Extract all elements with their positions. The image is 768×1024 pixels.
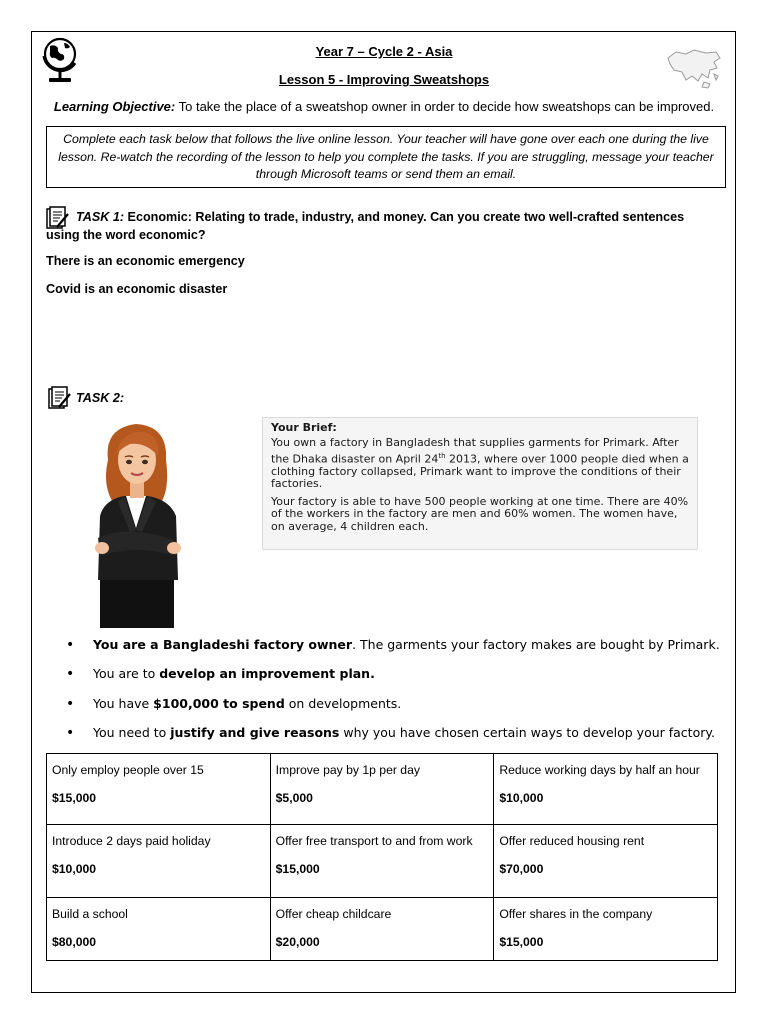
page-title: Year 7 – Cycle 2 - Asia [315, 44, 453, 59]
list-item [66, 724, 726, 753]
option-name: Reduce working days by half an hour [499, 763, 700, 777]
businesswoman-illustration [86, 420, 196, 628]
brief-paragraph-2: Your factory is able to have 500 people working at one time. There are 40% of the workers in the factory are men and 60% women. The women have, on average, 4 children each. [271, 494, 689, 533]
lesson-title: Lesson 5 - Improving Sweatshops [278, 72, 490, 87]
bullet-pre: You are to [93, 666, 160, 682]
bullet-pre: You have [93, 695, 154, 711]
table-cell [270, 898, 494, 961]
learning-objective [0, 99, 768, 114]
option-name: Offer shares in the company [499, 907, 653, 921]
objective-label: Learning Objective: [53, 99, 176, 114]
bullet-post: . The garments your factory makes are bought by Primark. [352, 637, 720, 652]
table-cell [270, 754, 494, 825]
brief-p1-b: 2013, where over 1000 people died when a clothing factory collapsed, Primark want to improve the conditions of their factories. [271, 452, 689, 491]
list-item [66, 665, 726, 694]
options-table [46, 753, 718, 961]
table-cell [270, 825, 494, 898]
table-cell [47, 825, 271, 898]
option-name: Build a school [52, 907, 128, 921]
task1-answer-1: There is an economic emergency [46, 254, 245, 268]
brief-paragraph-1 [271, 437, 689, 490]
table-cell [47, 754, 271, 825]
list-item [66, 695, 726, 724]
option-cost: $70,000 [499, 861, 544, 876]
table-row [47, 754, 718, 825]
option-name: Improve pay by 1p per day [275, 763, 420, 777]
table-cell [494, 754, 718, 825]
table-cell [494, 898, 718, 961]
bullet-post: on developments. [284, 695, 402, 711]
brief-p1-sup: th [438, 451, 446, 460]
option-cost: $20,000 [275, 934, 320, 949]
brief-title: Your Brief: [271, 421, 337, 434]
bullet-post: why you have chosen certain ways to develop your factory. [339, 724, 715, 740]
bullet-bold: You are a Bangladeshi factory owner [93, 637, 353, 652]
task1-answer-2: Covid is an economic disaster [46, 282, 228, 296]
bullet-bold: $100,000 to spend [153, 695, 285, 711]
list-item [66, 636, 726, 665]
task1-label: TASK 1: [76, 210, 125, 224]
document-pencil-icon [46, 386, 72, 410]
option-name: Only employ people over 15 [52, 763, 204, 777]
option-cost: $80,000 [52, 934, 97, 949]
option-cost: $10,000 [52, 861, 97, 876]
brief-p1-a: You own a factory in Bangladesh that supplies garments for Primark. After the Dhaka disaster on April 24 [271, 436, 679, 466]
task1-prompt [46, 208, 716, 244]
table-cell [47, 898, 271, 961]
table-row [47, 898, 718, 961]
bullet-pre: You need to [93, 724, 171, 740]
option-cost: $15,000 [52, 790, 97, 805]
option-cost: $15,000 [275, 861, 320, 876]
bullet-bold: develop an improvement plan. [159, 666, 375, 682]
option-name: Offer free transport to and from work [275, 834, 473, 848]
objective-text: To take the place of a sweatshop owner in order to decide how sweatshops can be improved. [175, 99, 715, 114]
table-cell [494, 825, 718, 898]
table-row [47, 825, 718, 898]
instructions-box: Complete each task below that follows the live online lesson. Your teacher will have gone over each one during the live lesson. Re-watch the recording of the lesson to help you complete the tasks. If you are struggling, message your teacher through Microsoft teams or send them an email. [46, 126, 726, 188]
option-name: Offer reduced housing rent [499, 834, 645, 848]
bullet-bold: justify and give reasons [170, 724, 340, 740]
task2-bullet-list [66, 636, 726, 753]
brief-box [262, 417, 698, 550]
task2-label: TASK 2: [76, 391, 125, 405]
option-cost: $5,000 [275, 790, 313, 805]
option-name: Introduce 2 days paid holiday [52, 834, 211, 848]
option-cost: $15,000 [499, 934, 544, 949]
option-name: Offer cheap childcare [275, 907, 392, 921]
task1-text: Economic: Relating to trade, industry, and money. Can you create two well-crafted sentences using the word economic? [46, 210, 685, 242]
option-cost: $10,000 [499, 790, 544, 805]
